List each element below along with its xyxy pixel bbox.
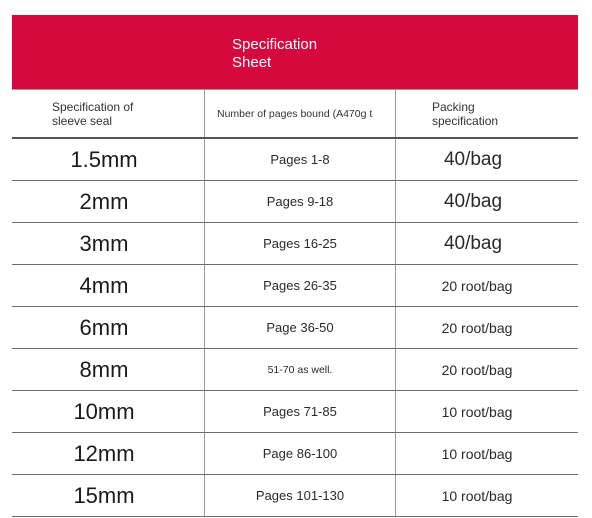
column-header-pages-bound: Number of pages bound (A470g t	[205, 90, 396, 137]
pages-cell: Pages 16-25	[205, 223, 396, 264]
table-row	[12, 391, 578, 433]
size-cell: 2mm	[12, 181, 205, 222]
table-row	[12, 265, 578, 307]
column-header-sleeve-seal: Specification of sleeve seal	[12, 90, 205, 137]
column-header-packing: Packing specification	[432, 99, 499, 128]
packing-cell: 10 root/bag	[441, 487, 513, 504]
spec-table	[12, 89, 578, 517]
table-row	[12, 181, 578, 223]
packing-cell: 40/bag	[443, 190, 503, 212]
pages-cell: Pages 101-130	[205, 475, 396, 516]
table-row	[12, 433, 578, 475]
pages-cell: 51-70 as well.	[205, 349, 396, 390]
packing-cell: 10 root/bag	[441, 403, 513, 420]
table-row	[12, 139, 578, 181]
size-cell: 12mm	[12, 433, 205, 474]
packing-cell: 40/bag	[443, 148, 503, 170]
size-cell: 15mm	[12, 475, 205, 516]
pages-cell: Pages 1-8	[205, 139, 396, 180]
table-row	[12, 307, 578, 349]
packing-cell: 20 root/bag	[441, 277, 513, 294]
table-row	[12, 475, 578, 517]
sheet-title: Specification Sheet	[232, 36, 318, 71]
size-cell: 8mm	[12, 349, 205, 390]
packing-cell: 20 root/bag	[441, 361, 513, 378]
packing-cell: 40/bag	[443, 232, 503, 254]
specification-sheet	[12, 15, 578, 518]
table-row	[12, 349, 578, 391]
pages-cell: Pages 9-18	[205, 181, 396, 222]
packing-cell: 10 root/bag	[441, 445, 513, 462]
title-band	[12, 15, 578, 89]
pages-cell: Pages 26-35	[205, 265, 396, 306]
size-cell: 1.5mm	[12, 139, 205, 180]
packing-cell: 20 root/bag	[441, 319, 513, 336]
pages-cell: Page 86-100	[205, 433, 396, 474]
size-cell: 6mm	[12, 307, 205, 348]
pages-cell: Pages 71-85	[205, 391, 396, 432]
pages-cell: Page 36-50	[205, 307, 396, 348]
table-row	[12, 223, 578, 265]
size-cell: 3mm	[12, 223, 205, 264]
size-cell: 10mm	[12, 391, 205, 432]
table-header-row	[12, 90, 578, 139]
size-cell: 4mm	[12, 265, 205, 306]
